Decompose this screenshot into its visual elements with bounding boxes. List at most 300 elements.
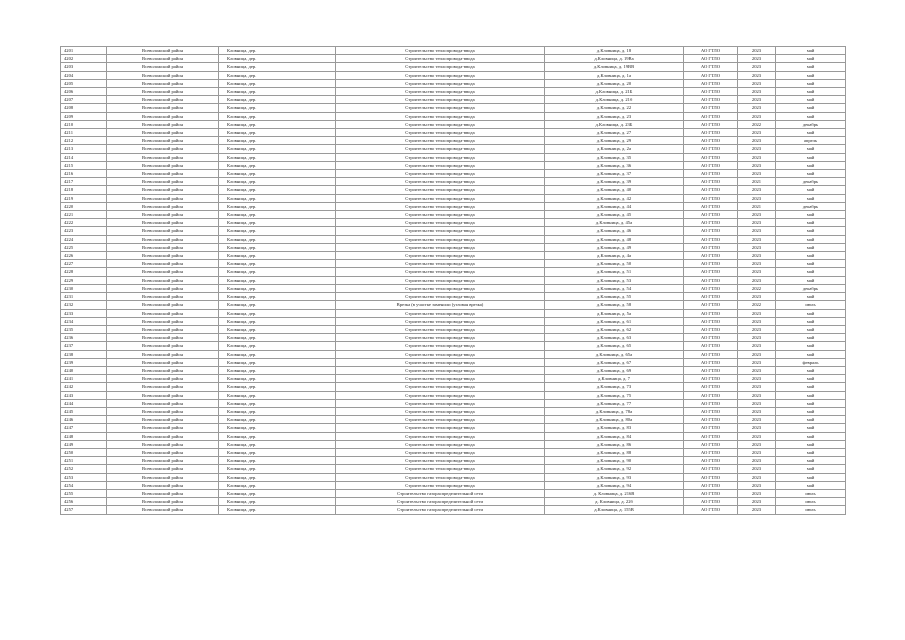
settlement-cell: Кловница, дер. [219,104,336,112]
address-cell: д.Кловница, д. 63 [545,334,684,342]
work-description-cell: Строительство теплопровода-ввода [336,416,545,424]
district-cell: Всеволожский район [107,342,219,350]
work-description-cell: Строительство газораспределительной сети [336,489,545,497]
table-row [61,350,846,358]
address-cell: д.Кловница, д. 93 [545,473,684,481]
table-row [61,375,846,383]
address-cell: д.Кловница, д. 53 [545,276,684,284]
year-cell: 2023 [738,391,776,399]
row-number: 4232 [61,301,107,309]
address-cell: д.Кловница, д. 86 [545,440,684,448]
row-number: 4236 [61,334,107,342]
row-number: 4227 [61,260,107,268]
year-cell: 2023 [738,88,776,96]
year-cell: 2023 [738,129,776,137]
row-number: 4237 [61,342,107,350]
year-cell: 2023 [738,47,776,55]
settlement-cell: Кловница, дер. [219,465,336,473]
work-description-cell: Строительство теплопровода-ввода [336,325,545,333]
table-row [61,235,846,243]
settlement-cell: Кловница, дер. [219,481,336,489]
table-row [61,260,846,268]
organization-cell: АО ГТЛО [684,375,738,383]
settlement-cell: Кловница, дер. [219,448,336,456]
organization-cell: АО ГТЛО [684,342,738,350]
work-description-cell: Строительство теплопровода-ввода [336,366,545,374]
work-description-cell: Строительство теплопровода-ввода [336,211,545,219]
district-cell: Всеволожский район [107,178,219,186]
work-description-cell: Строительство теплопровода-ввода [336,252,545,260]
organization-cell: АО ГТЛО [684,268,738,276]
row-number: 4228 [61,268,107,276]
row-number: 4253 [61,473,107,481]
year-cell: 2023 [738,153,776,161]
district-cell: Всеволожский район [107,104,219,112]
table-row [61,47,846,55]
work-description-cell: Строительство теплопровода-ввода [336,457,545,465]
work-description-cell: Строительство теплопровода-ввода [336,112,545,120]
work-description-cell: Строительство теплопровода-ввода [336,399,545,407]
table-row [61,63,846,71]
row-number: 4240 [61,366,107,374]
organization-cell: АО ГТЛО [684,96,738,104]
table-row [61,325,846,333]
table-row [61,137,846,145]
settlement-cell: Кловница, дер. [219,350,336,358]
settlement-cell: Кловница, дер. [219,88,336,96]
year-cell: 2023 [738,325,776,333]
month-cell: май [776,432,846,440]
month-cell: май [776,219,846,227]
address-cell: д.Кловница, д. 21б [545,96,684,104]
settlement-cell: Кловница, дер. [219,416,336,424]
address-cell: д.Кловница, д. 39 [545,178,684,186]
settlement-cell: Кловница, дер. [219,252,336,260]
settlement-cell: Кловница, дер. [219,293,336,301]
month-cell: май [776,375,846,383]
organization-cell: АО ГТЛО [684,227,738,235]
settlement-cell: Кловница, дер. [219,170,336,178]
year-cell: 2023 [738,161,776,169]
year-cell: 2023 [738,186,776,194]
month-cell: май [776,55,846,63]
address-cell: д.Кловница, д. 69 [545,366,684,374]
year-cell: 2023 [738,481,776,489]
row-number: 4221 [61,211,107,219]
work-description-cell: Строительство теплопровода-ввода [336,375,545,383]
settlement-cell: Кловница, дер. [219,211,336,219]
district-cell: Всеволожский район [107,416,219,424]
organization-cell: АО ГТЛО [684,465,738,473]
work-description-cell: Строительство теплопровода-ввода [336,465,545,473]
table-row [61,424,846,432]
organization-cell: АО ГТЛО [684,252,738,260]
district-cell: Всеволожский район [107,293,219,301]
table-row [61,96,846,104]
table-row [61,432,846,440]
table-row [61,120,846,128]
organization-cell: АО ГТЛО [684,186,738,194]
work-description-cell: Строительство теплопровода-ввода [336,170,545,178]
month-cell: май [776,194,846,202]
work-description-cell: Строительство теплопровода-ввода [336,309,545,317]
year-cell: 2023 [738,211,776,219]
settlement-cell: Кловница, дер. [219,366,336,374]
district-cell: Всеволожский район [107,325,219,333]
organization-cell: АО ГТЛО [684,243,738,251]
table-row [61,55,846,63]
year-cell: 2023 [738,55,776,63]
row-number: 4220 [61,202,107,210]
month-cell: июль [776,506,846,514]
district-cell: Всеволожский район [107,457,219,465]
settlement-cell: Кловница, дер. [219,219,336,227]
district-cell: Всеволожский район [107,465,219,473]
organization-cell: АО ГТЛО [684,129,738,137]
organization-cell: АО ГТЛО [684,153,738,161]
district-cell: Всеволожский район [107,227,219,235]
district-cell: Всеволожский район [107,424,219,432]
address-cell: д.Кловница, д. 67 [545,358,684,366]
table-row [61,309,846,317]
work-description-cell: Строительство газораспределительной сети [336,498,545,506]
row-number: 4208 [61,104,107,112]
month-cell: май [776,79,846,87]
row-number: 4209 [61,112,107,120]
year-cell: 2022 [738,301,776,309]
address-cell: д.Кловница, д. 7 [545,375,684,383]
month-cell: май [776,170,846,178]
settlement-cell: Кловница, дер. [219,63,336,71]
table-row [61,440,846,448]
month-cell: май [776,243,846,251]
address-cell: д.Кловница, д. 37 [545,170,684,178]
district-cell: Всеволожский район [107,211,219,219]
settlement-cell: Кловница, дер. [219,375,336,383]
organization-cell: АО ГТЛО [684,407,738,415]
work-description-cell: Строительство теплопровода-ввода [336,481,545,489]
organization-cell: АО ГТЛО [684,276,738,284]
organization-cell: АО ГТЛО [684,301,738,309]
address-cell: д.Кловница, д. 45 [545,211,684,219]
address-cell: д.Кловница, д. 5а [545,309,684,317]
table-row [61,301,846,309]
settlement-cell: Кловница, дер. [219,235,336,243]
address-cell: д.Кловница, д. 40 [545,186,684,194]
address-cell: д.Кловница, д. 19Ва [545,55,684,63]
table-row [61,448,846,456]
address-cell: д.Кловница, д. 4а [545,252,684,260]
settlement-cell: Кловница, дер. [219,440,336,448]
district-cell: Всеволожский район [107,243,219,251]
table-row [61,219,846,227]
district-cell: Всеволожский район [107,96,219,104]
year-cell: 2023 [738,293,776,301]
month-cell: май [776,63,846,71]
year-cell: 2023 [738,317,776,325]
work-description-cell: Строительство теплопровода-ввода [336,202,545,210]
month-cell: декабрь [776,178,846,186]
work-description-cell: Строительство теплопровода-ввода [336,47,545,55]
address-cell: д.Кловница, д. 94 [545,481,684,489]
row-number: 4218 [61,186,107,194]
district-cell: Всеволожский район [107,358,219,366]
settlement-cell: Кловница, дер. [219,317,336,325]
row-number: 4248 [61,432,107,440]
table-row [61,481,846,489]
year-cell: 2023 [738,309,776,317]
organization-cell: АО ГТЛО [684,260,738,268]
settlement-cell: Кловница, дер. [219,194,336,202]
year-cell: 2021 [738,202,776,210]
month-cell: май [776,309,846,317]
month-cell: май [776,366,846,374]
district-cell: Всеволожский район [107,194,219,202]
address-cell: д.Кловница, д. 61 [545,317,684,325]
row-number: 4238 [61,350,107,358]
row-number: 4213 [61,145,107,153]
table-row [61,88,846,96]
address-cell: д.Кловница, д. 73 [545,383,684,391]
settlement-cell: Кловница, дер. [219,457,336,465]
document-page [60,46,845,515]
address-cell: д.Кловница, д. 65а [545,350,684,358]
year-cell: 2023 [738,276,776,284]
address-cell: д.Кловница, д. 23 [545,112,684,120]
district-cell: Всеволожский район [107,63,219,71]
organization-cell: АО ГТЛО [684,71,738,79]
year-cell: 2023 [738,489,776,497]
row-number: 4212 [61,137,107,145]
settlement-cell: Кловница, дер. [219,383,336,391]
organization-cell: АО ГТЛО [684,170,738,178]
settlement-cell: Кловница, дер. [219,55,336,63]
work-description-cell: Строительство теплопровода-ввода [336,227,545,235]
row-number: 4249 [61,440,107,448]
work-description-cell: Строительство теплопровода-ввода [336,186,545,194]
work-description-cell: Строительство теплопровода-ввода [336,448,545,456]
settlement-cell: Кловница, дер. [219,342,336,350]
work-description-cell: Строительство теплопровода-ввода [336,55,545,63]
month-cell: май [776,334,846,342]
year-cell: 2023 [738,424,776,432]
organization-cell: АО ГТЛО [684,383,738,391]
district-cell: Всеволожский район [107,268,219,276]
year-cell: 2023 [738,334,776,342]
row-number: 4230 [61,284,107,292]
row-number: 4222 [61,219,107,227]
row-number: 4229 [61,276,107,284]
organization-cell: АО ГТЛО [684,391,738,399]
address-cell: д.Кловница, д. 46 [545,227,684,235]
month-cell: май [776,47,846,55]
year-cell: 2023 [738,350,776,358]
organization-cell: АО ГТЛО [684,47,738,55]
district-cell: Всеволожский район [107,276,219,284]
organization-cell: АО ГТЛО [684,63,738,71]
settlement-cell: Кловница, дер. [219,301,336,309]
table-row [61,457,846,465]
year-cell: 2023 [738,407,776,415]
month-cell: май [776,276,846,284]
district-cell: Всеволожский район [107,137,219,145]
address-cell: д.Кловница, д. 35 [545,153,684,161]
table-row [61,227,846,235]
row-number: 4205 [61,79,107,87]
address-cell: д.Кловница, д. 58 [545,301,684,309]
year-cell: 2023 [738,63,776,71]
settlement-cell: Кловница, дер. [219,227,336,235]
works-table [60,46,846,515]
row-number: 4250 [61,448,107,456]
row-number: 4244 [61,399,107,407]
work-description-cell: Строительство теплопровода-ввода [336,284,545,292]
work-description-cell: Строительство теплопровода-ввода [336,63,545,71]
table-row [61,293,846,301]
district-cell: Всеволожский район [107,186,219,194]
month-cell: май [776,252,846,260]
address-cell: д.Кловница, д. 23Б [545,120,684,128]
organization-cell: АО ГТЛО [684,416,738,424]
row-number: 4216 [61,170,107,178]
month-cell: июль [776,489,846,497]
work-description-cell: Строительство теплопровода-ввода [336,358,545,366]
month-cell: май [776,268,846,276]
work-description-cell: Строительство теплопровода-ввода [336,145,545,153]
month-cell: май [776,383,846,391]
year-cell: 2023 [738,79,776,87]
row-number: 4223 [61,227,107,235]
address-cell: д.Кловница, д. 90 [545,457,684,465]
row-number: 4252 [61,465,107,473]
year-cell: 2023 [738,416,776,424]
table-row [61,358,846,366]
district-cell: Всеволожский район [107,145,219,153]
organization-cell: АО ГТЛО [684,325,738,333]
year-cell: 2023 [738,457,776,465]
district-cell: Всеволожский район [107,170,219,178]
month-cell: май [776,440,846,448]
month-cell: май [776,448,846,456]
table-row [61,473,846,481]
table-row [61,276,846,284]
table-row [61,243,846,251]
table-row [61,202,846,210]
table-row [61,284,846,292]
address-cell: д.Кловница, д. 92 [545,465,684,473]
address-cell: д.Кловница, д. 48 [545,235,684,243]
address-cell: д.Кловница, д. 2а [545,145,684,153]
table-row [61,407,846,415]
month-cell: декабрь [776,202,846,210]
address-cell: д.Кловница, д. 83 [545,424,684,432]
work-description-cell: Строительство теплопровода-ввода [336,424,545,432]
month-cell: май [776,112,846,120]
organization-cell: АО ГТЛО [684,137,738,145]
work-description-cell: Строительство теплопровода-ввода [336,260,545,268]
row-number: 4256 [61,498,107,506]
row-number: 4224 [61,235,107,243]
organization-cell: АО ГТЛО [684,448,738,456]
month-cell: май [776,153,846,161]
organization-cell: АО ГТЛО [684,178,738,186]
table-row [61,465,846,473]
address-cell: д.Кловница, д. 45а [545,219,684,227]
month-cell: май [776,416,846,424]
organization-cell: АО ГТЛО [684,440,738,448]
table-row [61,104,846,112]
month-cell: май [776,96,846,104]
month-cell: май [776,457,846,465]
organization-cell: АО ГТЛО [684,202,738,210]
settlement-cell: Кловница, дер. [219,96,336,104]
address-cell: д.Кловница, д. 36 [545,161,684,169]
address-cell: д.Кловница, д. 77 [545,399,684,407]
work-description-cell: Строительство теплопровода-ввода [336,96,545,104]
settlement-cell: Кловница, дер. [219,407,336,415]
district-cell: Всеволожский район [107,440,219,448]
organization-cell: АО ГТЛО [684,317,738,325]
row-number: 4226 [61,252,107,260]
district-cell: Всеволожский район [107,71,219,79]
organization-cell: АО ГТЛО [684,473,738,481]
organization-cell: АО ГТЛО [684,284,738,292]
organization-cell: АО ГТЛО [684,293,738,301]
row-number: 4247 [61,424,107,432]
work-description-cell: Строительство теплопровода-ввода [336,178,545,186]
district-cell: Всеволожский район [107,481,219,489]
table-body [61,47,846,515]
address-cell: д.Кловница, д. 20 [545,79,684,87]
work-description-cell: Строительство теплопровода-ввода [336,432,545,440]
table-row [61,342,846,350]
district-cell: Всеволожский район [107,301,219,309]
settlement-cell: Кловница, дер. [219,506,336,514]
address-cell: д.Кловница, д. 88 [545,448,684,456]
settlement-cell: Кловница, дер. [219,309,336,317]
work-description-cell: Строительство теплопровода-ввода [336,161,545,169]
organization-cell: АО ГТЛО [684,481,738,489]
settlement-cell: Кловница, дер. [219,424,336,432]
district-cell: Всеволожский район [107,219,219,227]
work-description-cell: Строительство теплопровода-ввода [336,276,545,284]
table-row [61,399,846,407]
year-cell: 2023 [738,71,776,79]
year-cell: 2021 [738,178,776,186]
table-row [61,366,846,374]
district-cell: Всеволожский район [107,489,219,497]
month-cell: май [776,145,846,153]
table-row [61,391,846,399]
work-description-cell: Строительство теплопровода-ввода [336,243,545,251]
organization-cell: АО ГТЛО [684,424,738,432]
address-cell: д.Кловница, д. 50 [545,260,684,268]
organization-cell: АО ГТЛО [684,79,738,87]
settlement-cell: Кловница, дер. [219,186,336,194]
organization-cell: АО ГТЛО [684,194,738,202]
settlement-cell: Кловница, дер. [219,334,336,342]
month-cell: декабрь [776,284,846,292]
settlement-cell: Кловница, дер. [219,284,336,292]
address-cell: д.Кловница, д. 55 [545,293,684,301]
district-cell: Всеволожский район [107,432,219,440]
address-cell: д.Кловница, д. 78а [545,407,684,415]
district-cell: Всеволожский район [107,317,219,325]
address-cell: д.Кловница, д. 18 [545,47,684,55]
organization-cell: АО ГТЛО [684,145,738,153]
row-number: 4255 [61,489,107,497]
work-description-cell: Строительство теплопровода-ввода [336,391,545,399]
